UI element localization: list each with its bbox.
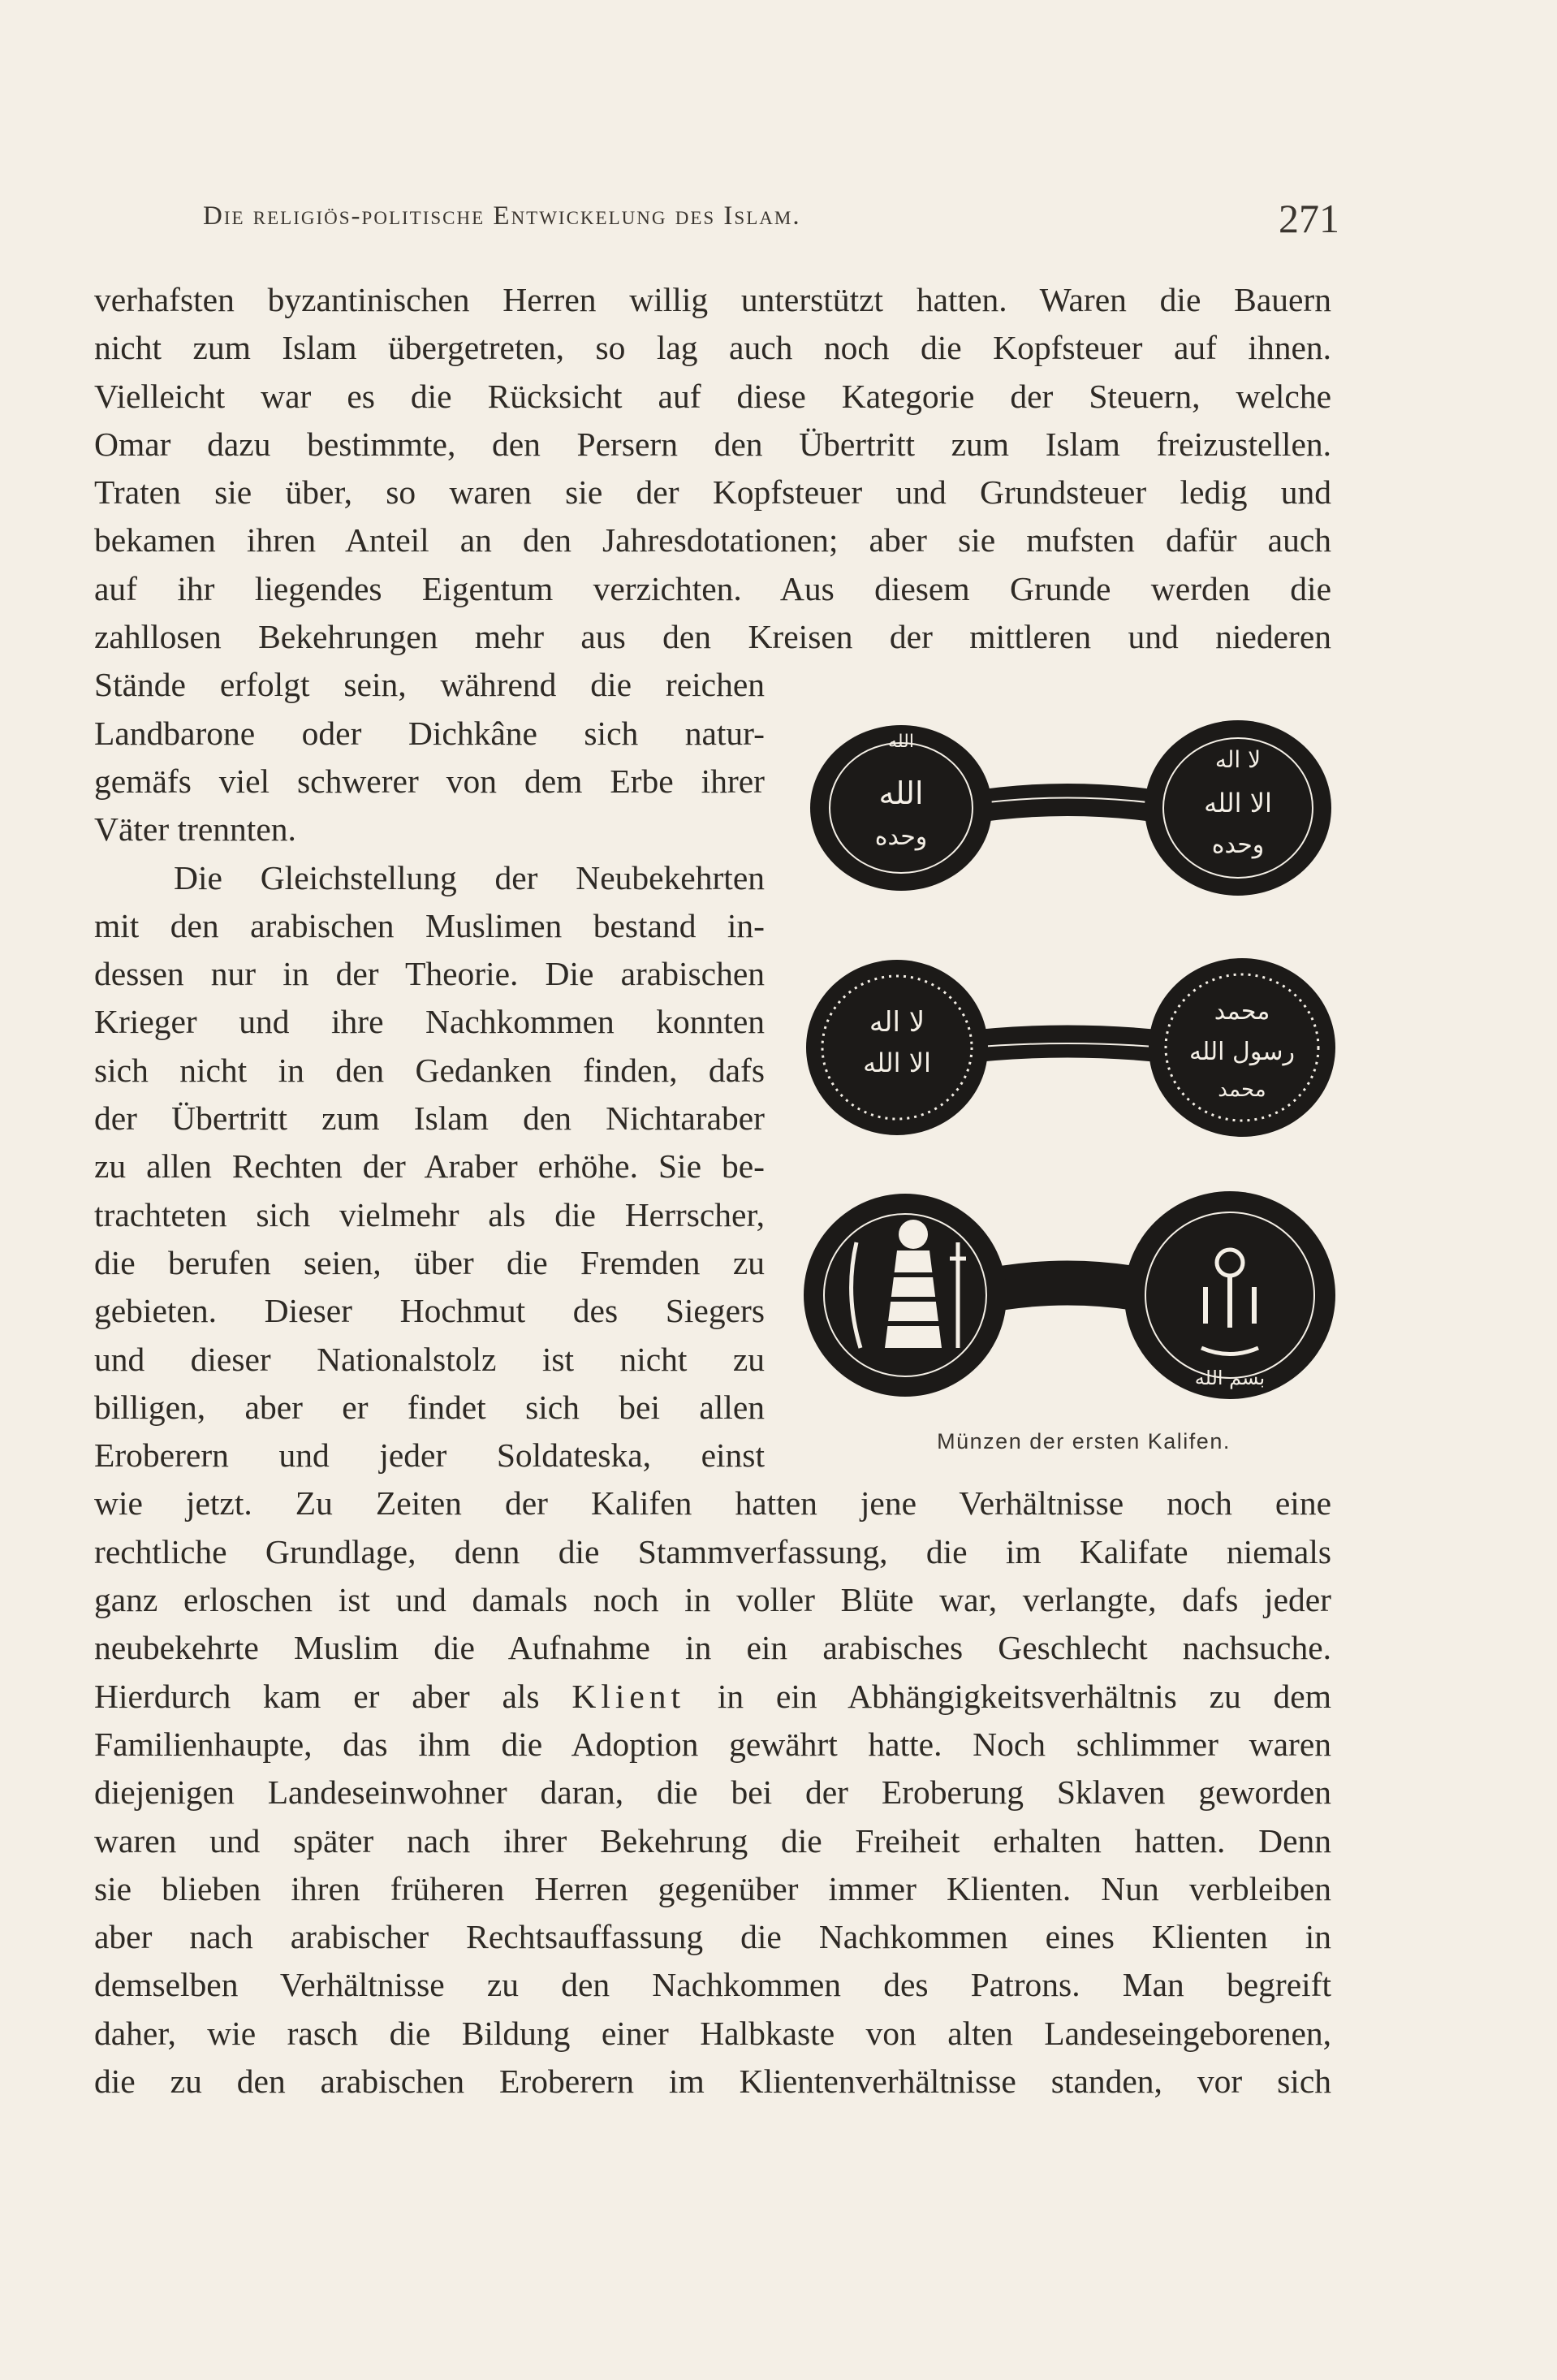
text-line: neubekehrte Muslim die Aufnahme in ein arabisches Geschlecht nachsuche. <box>94 1629 1331 1667</box>
text-line: Krieger und ihre Nachkommen konnten <box>94 1003 765 1041</box>
text-line: demselben Verhältnisse zu den Nachkommen des Patrons. Man begreift <box>94 1966 1331 2004</box>
text-line: die berufen seien, über die Fremden zu <box>94 1243 765 1281</box>
text-line: gebieten. Dieser Hochmut des Siegers <box>94 1292 765 1330</box>
page-number: 271 <box>1279 196 1339 241</box>
coin-legend: رسول الله <box>1189 1038 1295 1066</box>
coin-legend: لا اله <box>869 1006 925 1039</box>
coin-figure <box>800 715 1339 1486</box>
text-line: Die Gleichstellung der Neubekehrten <box>174 858 765 896</box>
text-line: Omar dazu bestimmte, den Persern den Übertritt zum Islam freizustellen. <box>94 425 1331 463</box>
text-line: Landbarone oder Dichkâne sich natur- <box>94 714 765 752</box>
text-line: Eroberern und jeder Soldateska, einst <box>94 1436 765 1475</box>
coin-pair-2-image <box>800 950 1339 1145</box>
coin-legend: الله <box>888 732 914 752</box>
coin-legend: الا الله <box>1204 788 1272 819</box>
text-line: diejenigen Landeseinwohner daran, die bei der Eroberung Sklaven geworden <box>94 1773 1331 1812</box>
text-line: die zu den arabischen Eroberern im Klientenverhältnisse standen, vor sich <box>94 2062 1331 2100</box>
text-line: zu allen Rechten der Araber erhöhe. Sie be- <box>94 1147 765 1186</box>
text-line: und dieser Nationalstolz ist nicht zu <box>94 1340 765 1378</box>
text-line: trachteten sich vielmehr als die Herrscher, <box>94 1195 765 1233</box>
text-line: Stände erfolgt sein, während die reichen <box>94 666 765 704</box>
text-line: Väter trennten. <box>94 810 296 849</box>
text-line: daher, wie rasch die Bildung einer Halbkaste von alten Landeseingeborenen, <box>94 2014 1331 2052</box>
text-line <box>94 1673 1331 1721</box>
text-line: mit den arabischen Muslimen bestand in- <box>94 906 765 944</box>
text-line: ganz erloschen ist und damals noch in voller Blüte war, verlangte, dafs jeder <box>94 1581 1331 1619</box>
text-line: Traten sie über, so waren sie der Kopfsteuer und Grundsteuer ledig und <box>94 473 1331 512</box>
text-line: nicht zum Islam übergetreten, so lag auch noch die Kopfsteuer auf ihnen. <box>94 329 1331 367</box>
text-line: dessen nur in der Theorie. Die arabischen <box>94 955 765 993</box>
text-line: gemäfs viel schwerer von dem Erbe ihrer <box>94 762 765 800</box>
text-span: in ein Abhängigkeitsverhältnis zu dem <box>685 1677 1331 1715</box>
coin-legend: الا الله <box>863 1047 931 1078</box>
text-line: waren und später nach ihrer Bekehrung die Freiheit erhalten hatten. Denn <box>94 1821 1331 1860</box>
text-line: Familienhaupte, das ihm die Adoption gewährt hatte. Noch schlimmer waren <box>94 1725 1331 1763</box>
text-line: wie jetzt. Zu Zeiten der Kalifen hatten jene Verhältnisse noch eine <box>94 1484 1331 1523</box>
text-line: verhafsten byzantinischen Herren willig unterstützt hatten. Waren die Bauern <box>94 281 1331 318</box>
coin-legend: وحده <box>874 823 928 851</box>
text-line: zahllosen Bekehrungen mehr aus den Kreisen der mittleren und niederen <box>94 618 1331 656</box>
coin-legend: وحده <box>1211 831 1265 859</box>
coin-legend: لا اله <box>1214 746 1262 773</box>
coin-pair-3-image <box>800 1186 1339 1405</box>
coin-legend: الله <box>878 775 924 811</box>
coin-pair-1-image <box>800 715 1339 901</box>
text-line: Vielleicht war es die Rücksicht auf diese Kategorie der Steuern, welche <box>94 377 1331 415</box>
figure-caption: Münzen der ersten Kalifen. <box>937 1429 1231 1453</box>
coin-legend: محمد <box>1214 997 1270 1026</box>
coin-legend: بسم الله <box>1194 1367 1266 1389</box>
text-line: sie blieben ihren früheren Herren gegenüber immer Klienten. Nun verbleiben <box>94 1869 1331 1907</box>
text-line: sich nicht in den Gedanken finden, dafs <box>94 1051 765 1089</box>
running-title: Die religiös-politische Entwickelung des Islam. <box>203 201 801 231</box>
coin-legend: محمد <box>1218 1078 1266 1102</box>
text-line: auf ihr liegendes Eigentum verzichten. Aus diesem Grunde werden die <box>94 569 1331 607</box>
text-line: der Übertritt zum Islam den Nichtaraber <box>94 1099 765 1138</box>
text-line: billigen, aber er findet sich bei allen <box>94 1388 765 1426</box>
text-line: rechtliche Grundlage, denn die Stammverfassung, die im Kalifate niemals <box>94 1532 1331 1570</box>
text-line: aber nach arabischer Rechtsauffassung die Nachkommen eines Klienten in <box>94 1918 1331 1956</box>
emphasized-word: Klient <box>571 1677 686 1715</box>
running-header <box>203 195 1339 252</box>
text-line: bekamen ihren Anteil an den Jahresdotationen; aber sie mufsten dafür auch <box>94 521 1331 559</box>
text-span: Hierdurch kam er aber als <box>94 1677 572 1715</box>
